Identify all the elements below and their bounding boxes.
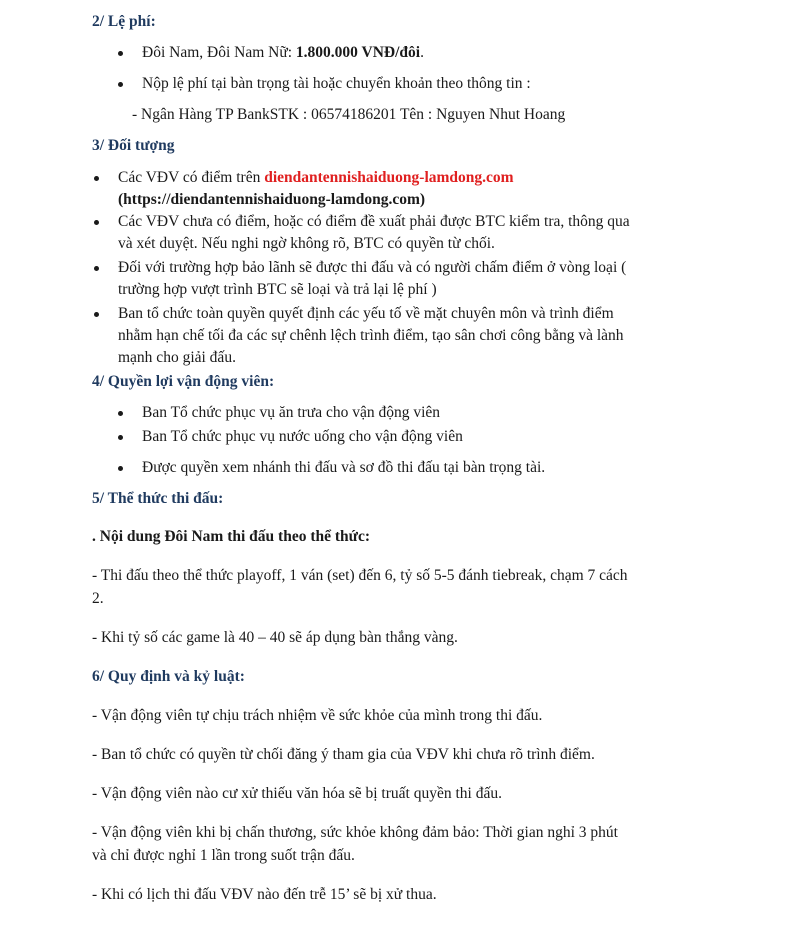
bank-info: - Ngân Hàng TP BankSTK : 06574186201 Tên : Nguyen Nhut Hoang bbox=[132, 106, 566, 123]
bullet-icon bbox=[94, 312, 99, 317]
section6-rule3: - Vận động viên nào cư xử thiếu văn hóa sẽ bị truất quyền thi đấu. bbox=[92, 785, 502, 802]
bullet-icon bbox=[118, 411, 123, 416]
fee-amount: 1.800.000 VNĐ/đôi bbox=[295, 44, 421, 61]
section6-rule2: - Ban tổ chức có quyền từ chối đăng ý tham gia của VĐV khi chưa rõ trình điểm. bbox=[92, 746, 595, 763]
section3-item4-line3: mạnh cho giải đấu. bbox=[118, 349, 236, 366]
section5-subheading: . Nội dung Đôi Nam thi đấu theo thể thức: bbox=[92, 528, 370, 545]
bullet-icon bbox=[94, 176, 99, 181]
bullet-icon bbox=[118, 51, 123, 56]
section6-rule4-line2: và chỉ được nghỉ 1 lần trong suốt trận đấu. bbox=[92, 847, 355, 864]
section6-rule5: - Khi có lịch thi đấu VĐV nào đến trễ 15’ sẽ bị xử thua. bbox=[92, 886, 437, 903]
section3-item3-line1: Đối với trường hợp bảo lãnh sẽ được thi đấu và có người chấm điểm ở vòng loại ( bbox=[118, 259, 627, 276]
section3-item4-line1: Ban tổ chức toàn quyền quyết định các yếu tố về mặt chuyên môn và trình điểm bbox=[118, 305, 614, 322]
bullet-icon bbox=[118, 435, 123, 440]
fee-line bbox=[142, 42, 424, 64]
bullet-icon bbox=[118, 82, 123, 87]
section-2-heading: 2/ Lệ phí: bbox=[92, 13, 156, 30]
section4-item-2: Ban Tổ chức phục vụ nước uống cho vận động viên bbox=[142, 428, 463, 445]
bullet-icon bbox=[94, 220, 99, 225]
section4-item-1: Ban Tổ chức phục vụ ăn trưa cho vận động viên bbox=[142, 404, 441, 421]
section3-item3-line2: trường hợp vượt trình BTC sẽ loại và trả lại lệ phí ) bbox=[118, 281, 437, 298]
section6-rule1: - Vận động viên tự chịu trách nhiệm về sức khỏe của mình trong thi đấu. bbox=[92, 707, 543, 724]
forum-link[interactable]: diendantennishaiduong-lamdong.com bbox=[264, 169, 514, 186]
section3-item1-line1 bbox=[118, 167, 514, 189]
item1-prefix: Các VĐV có điểm trên bbox=[118, 169, 265, 186]
payment-note: Nộp lệ phí tại bàn trọng tài hoặc chuyển khoản theo thông tin : bbox=[142, 75, 531, 92]
section5-rule1-line2: 2. bbox=[92, 590, 104, 607]
section5-rule2: - Khi tỷ số các game là 40 – 40 sẽ áp dụng bàn thắng vàng. bbox=[92, 629, 458, 646]
section-6-heading: 6/ Quy định và kỷ luật: bbox=[92, 668, 245, 685]
bullet-icon bbox=[94, 266, 99, 271]
section-4-heading: 4/ Quyền lợi vận động viên: bbox=[92, 373, 275, 390]
section5-rule1-line1: - Thi đấu theo thể thức playoff, 1 ván (set) đến 6, tỷ số 5-5 đánh tiebreak, chạm 7 cách bbox=[92, 567, 628, 584]
forum-url[interactable]: (https://diendantennishaiduong-lamdong.com) bbox=[118, 191, 426, 208]
fee-prefix: Đôi Nam, Đôi Nam Nữ: bbox=[142, 44, 296, 61]
section-3-heading: 3/ Đối tượng bbox=[92, 137, 175, 154]
section3-item2-line2: và xét duyệt. Nếu nghi ngờ không rõ, BTC có quyền từ chối. bbox=[118, 235, 495, 252]
bullet-icon bbox=[118, 466, 123, 471]
section3-item4-line2: nhằm hạn chế tối đa các sự chênh lệch trình điểm, tạo sân chơi công bằng và lành bbox=[118, 327, 624, 344]
section-5-heading: 5/ Thể thức thi đấu: bbox=[92, 490, 224, 507]
section4-item-3: Được quyền xem nhánh thi đấu và sơ đồ thi đấu tại bàn trọng tài. bbox=[142, 459, 546, 476]
fee-suffix: . bbox=[420, 44, 424, 61]
section6-rule4-line1: - Vận động viên khi bị chấn thương, sức khỏe không đảm bảo: Thời gian nghỉ 3 phút bbox=[92, 824, 618, 841]
section3-item2-line1: Các VĐV chưa có điểm, hoặc có điểm đề xuất phải được BTC kiểm tra, thông qua bbox=[118, 213, 630, 230]
